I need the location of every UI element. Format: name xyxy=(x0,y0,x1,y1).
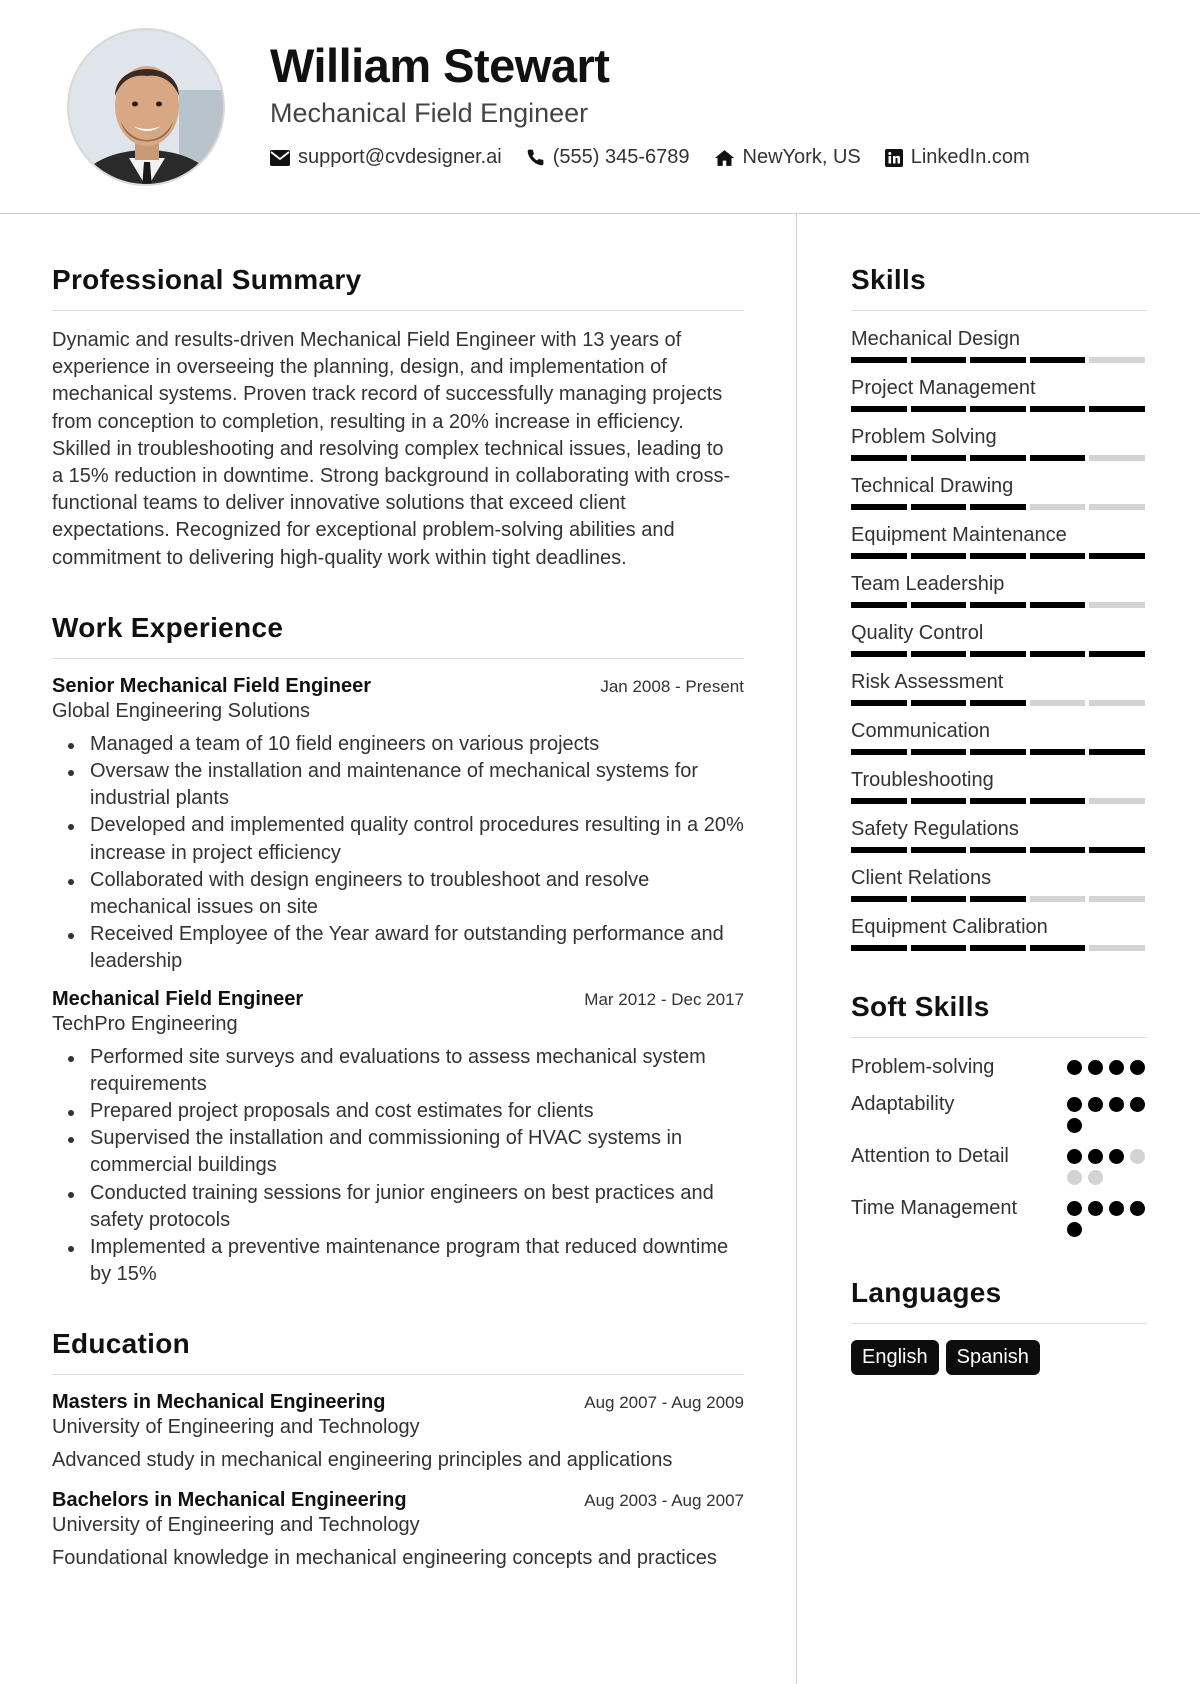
skill-level-bar xyxy=(851,945,1147,951)
soft-skill-name: Adaptability xyxy=(851,1093,955,1115)
soft-skill-item xyxy=(851,1091,1147,1133)
rating-dot xyxy=(1088,1060,1103,1075)
rating-dot xyxy=(1067,1201,1082,1216)
job-bullets xyxy=(52,731,744,976)
skill-name: Communication xyxy=(851,720,990,742)
profile-photo xyxy=(67,28,225,186)
skill-item xyxy=(851,719,1147,755)
skill-level-segment xyxy=(911,896,967,902)
skill-level-bar xyxy=(851,847,1147,853)
skill-level-segment xyxy=(970,455,1026,461)
job-bullet: Prepared project proposals and cost estimates for clients xyxy=(52,1098,744,1125)
skill-level-segment xyxy=(1030,700,1086,706)
education-entry xyxy=(52,1391,744,1474)
rating-dot xyxy=(1088,1201,1103,1216)
skill-level-segment xyxy=(1089,847,1145,853)
rating-dot xyxy=(1130,1097,1145,1112)
job-bullet: Supervised the installation and commissioning of HVAC systems in commercial buildings xyxy=(52,1125,744,1179)
main-column xyxy=(52,264,744,1586)
skill-level-segment xyxy=(851,553,907,559)
skill-level-segment xyxy=(911,357,967,363)
skill-level-segment xyxy=(851,847,907,853)
skill-level-segment xyxy=(1030,847,1086,853)
skill-level-segment xyxy=(1030,651,1086,657)
soft-skills-list xyxy=(851,1054,1147,1237)
soft-skill-rating xyxy=(1067,1195,1147,1237)
job-bullet: Conducted training sessions for junior engineers on best practices and safety protocols xyxy=(52,1180,744,1234)
language-tag: English xyxy=(851,1340,939,1375)
skill-level-segment xyxy=(1030,357,1086,363)
skill-item xyxy=(851,327,1147,363)
job-entry xyxy=(52,988,744,1289)
skill-level-segment xyxy=(1089,357,1145,363)
skill-name: Troubleshooting xyxy=(851,769,994,791)
skill-level-segment xyxy=(970,700,1026,706)
skill-level-segment xyxy=(911,602,967,608)
contact-email-text: support@cvdesigner.ai xyxy=(298,146,502,168)
skill-level-segment xyxy=(1089,896,1145,902)
skill-level-segment xyxy=(851,749,907,755)
skill-level-segment xyxy=(1089,651,1145,657)
skills-list xyxy=(851,327,1147,951)
skill-level-segment xyxy=(851,357,907,363)
phone-icon xyxy=(526,148,545,167)
soft-skill-rating xyxy=(1067,1143,1147,1185)
school-name: University of Engineering and Technology xyxy=(52,1416,420,1439)
skill-level-segment xyxy=(851,455,907,461)
skill-name: Problem Solving xyxy=(851,426,997,448)
contact-phone[interactable] xyxy=(526,146,690,169)
contact-bar xyxy=(270,146,1054,169)
skill-item xyxy=(851,474,1147,510)
skill-level-segment xyxy=(851,700,907,706)
home-icon xyxy=(714,149,735,167)
skill-level-segment xyxy=(1089,455,1145,461)
skill-level-segment xyxy=(1089,798,1145,804)
rating-dot xyxy=(1088,1149,1103,1164)
rating-dot xyxy=(1067,1060,1082,1075)
sidebar-column xyxy=(851,264,1147,1375)
skill-level-segment xyxy=(1089,700,1145,706)
skill-level-segment xyxy=(1089,749,1145,755)
skill-name: Technical Drawing xyxy=(851,475,1014,497)
rating-dot xyxy=(1109,1149,1124,1164)
skill-name: Risk Assessment xyxy=(851,671,1004,693)
rating-dot xyxy=(1088,1097,1103,1112)
job-entry xyxy=(52,675,744,976)
rating-dot xyxy=(1130,1060,1145,1075)
skill-level-bar xyxy=(851,455,1147,461)
skill-item xyxy=(851,768,1147,804)
candidate-role: Mechanical Field Engineer xyxy=(270,98,589,128)
skill-level-segment xyxy=(1089,406,1145,412)
skill-level-segment xyxy=(970,357,1026,363)
contact-linkedin[interactable] xyxy=(885,146,1030,169)
job-bullet: Developed and implemented quality control procedures resulting in a 20% increase in project efficiency xyxy=(52,812,744,866)
skill-item xyxy=(851,523,1147,559)
summary-heading: Professional Summary xyxy=(52,264,744,311)
languages-list xyxy=(851,1340,1147,1375)
skill-item xyxy=(851,621,1147,657)
skill-level-segment xyxy=(911,945,967,951)
linkedin-icon xyxy=(885,149,903,167)
rating-dot xyxy=(1130,1149,1145,1164)
skill-level-bar xyxy=(851,553,1147,559)
languages-heading: Languages xyxy=(851,1277,1147,1324)
skill-level-segment xyxy=(851,602,907,608)
contact-linkedin-text: LinkedIn.com xyxy=(910,146,1030,168)
job-bullets xyxy=(52,1044,744,1289)
skill-level-segment xyxy=(1030,896,1086,902)
skill-level-bar xyxy=(851,504,1147,510)
skill-level-segment xyxy=(1030,406,1086,412)
skill-level-segment xyxy=(1089,504,1145,510)
skill-level-segment xyxy=(970,945,1026,951)
skill-level-segment xyxy=(851,896,907,902)
skill-level-segment xyxy=(911,847,967,853)
summary-text: Dynamic and results-driven Mechanical Field Engineer with 13 years of experience in overseeing the planning, design, and implementation of mechanical systems. Proven track record of successfully managing projects from conception to completion, resulting in a 20% increase in efficiency. Skilled in troubleshooting and resolving complex technical issues, leading to a 15% reduction in downtime. Strong background in collaborating with cross-functional teams to deliver innovative solutions that exceed client expectations. Recognized for exceptional problem-solving abilities and commitment to delivering high-quality work within tight deadlines. xyxy=(52,329,731,569)
skill-name: Client Relations xyxy=(851,867,992,889)
skill-level-segment xyxy=(970,896,1026,902)
job-company: TechPro Engineering xyxy=(52,1012,238,1035)
skill-level-segment xyxy=(1030,602,1086,608)
skill-level-segment xyxy=(911,455,967,461)
soft-skill-rating xyxy=(1067,1091,1147,1133)
soft-skill-rating xyxy=(1067,1054,1147,1081)
job-bullet: Performed site surveys and evaluations to assess mechanical system requirements xyxy=(52,1044,744,1098)
skill-level-segment xyxy=(851,945,907,951)
education-description: Foundational knowledge in mechanical engineering concepts and practices xyxy=(52,1546,717,1569)
rating-dot xyxy=(1130,1201,1145,1216)
contact-phone-text: (555) 345-6789 xyxy=(552,146,690,168)
education-heading: Education xyxy=(52,1328,744,1375)
skill-level-segment xyxy=(970,406,1026,412)
job-title: Senior Mechanical Field Engineer xyxy=(52,674,371,697)
education-entry xyxy=(52,1489,744,1572)
skill-level-segment xyxy=(1030,945,1086,951)
skill-level-segment xyxy=(1030,504,1086,510)
skill-level-segment xyxy=(970,602,1026,608)
skill-item xyxy=(851,425,1147,461)
envelope-icon xyxy=(270,150,290,166)
skill-level-segment xyxy=(1089,602,1145,608)
skill-item xyxy=(851,817,1147,853)
degree-title: Bachelors in Mechanical Engineering xyxy=(52,1488,407,1511)
skill-level-segment xyxy=(851,406,907,412)
skill-level-segment xyxy=(970,651,1026,657)
contact-email[interactable] xyxy=(270,146,502,169)
skill-level-bar xyxy=(851,700,1147,706)
column-divider xyxy=(796,214,797,1684)
soft-skill-item xyxy=(851,1195,1147,1237)
skill-level-segment xyxy=(970,504,1026,510)
skill-level-segment xyxy=(1030,749,1086,755)
experience-heading: Work Experience xyxy=(52,612,744,659)
skill-level-segment xyxy=(970,553,1026,559)
skill-level-bar xyxy=(851,749,1147,755)
job-date: Mar 2012 - Dec 2017 xyxy=(584,989,744,1009)
skill-level-segment xyxy=(911,553,967,559)
skill-level-bar xyxy=(851,798,1147,804)
skill-level-bar xyxy=(851,406,1147,412)
education-date: Aug 2003 - Aug 2007 xyxy=(584,1490,744,1510)
skill-item xyxy=(851,376,1147,412)
job-bullet: Implemented a preventive maintenance program that reduced downtime by 15% xyxy=(52,1234,744,1288)
rating-dot xyxy=(1067,1149,1082,1164)
soft-skill-item xyxy=(851,1054,1147,1081)
skill-level-bar xyxy=(851,602,1147,608)
contact-location xyxy=(714,146,861,169)
rating-dot xyxy=(1109,1060,1124,1075)
job-bullet: Managed a team of 10 field engineers on various projects xyxy=(52,731,744,758)
rating-dot xyxy=(1067,1097,1082,1112)
rating-dot xyxy=(1109,1201,1124,1216)
job-bullet: Oversaw the installation and maintenance of mechanical systems for industrial plants xyxy=(52,758,744,812)
skill-level-segment xyxy=(911,700,967,706)
job-bullet: Received Employee of the Year award for outstanding performance and leadership xyxy=(52,921,744,975)
rating-dot xyxy=(1109,1097,1124,1112)
soft-skill-item xyxy=(851,1143,1147,1185)
skill-item xyxy=(851,866,1147,902)
skill-level-segment xyxy=(911,504,967,510)
education-description: Advanced study in mechanical engineering principles and applications xyxy=(52,1449,673,1472)
skill-level-segment xyxy=(1030,798,1086,804)
skill-level-segment xyxy=(1089,945,1145,951)
soft-skill-name: Problem-solving xyxy=(851,1056,995,1078)
skill-level-segment xyxy=(851,651,907,657)
skill-level-segment xyxy=(970,798,1026,804)
job-company: Global Engineering Solutions xyxy=(52,699,310,722)
skill-name: Equipment Maintenance xyxy=(851,524,1067,546)
skill-level-segment xyxy=(911,798,967,804)
resume-header xyxy=(0,0,1200,214)
job-date: Jan 2008 - Present xyxy=(600,676,744,696)
skill-level-bar xyxy=(851,651,1147,657)
skill-item xyxy=(851,915,1147,951)
education-date: Aug 2007 - Aug 2009 xyxy=(584,1393,744,1413)
rating-dot xyxy=(1088,1170,1103,1185)
candidate-name: William Stewart xyxy=(270,39,610,92)
skill-level-bar xyxy=(851,357,1147,363)
skill-name: Equipment Calibration xyxy=(851,916,1048,938)
language-tag: Spanish xyxy=(946,1340,1040,1375)
job-bullet: Collaborated with design engineers to troubleshoot and resolve mechanical issues on site xyxy=(52,867,744,921)
job-title: Mechanical Field Engineer xyxy=(52,987,304,1010)
contact-location-text: NewYork, US xyxy=(742,146,861,168)
skill-level-segment xyxy=(851,504,907,510)
soft-skills-heading: Soft Skills xyxy=(851,991,1147,1038)
soft-skill-name: Attention to Detail xyxy=(851,1145,1009,1167)
rating-dot xyxy=(1067,1170,1082,1185)
skill-name: Project Management xyxy=(851,377,1036,399)
skill-level-segment xyxy=(1030,455,1086,461)
degree-title: Masters in Mechanical Engineering xyxy=(52,1391,386,1414)
skill-level-bar xyxy=(851,896,1147,902)
school-name: University of Engineering and Technology xyxy=(52,1513,420,1536)
skill-item xyxy=(851,670,1147,706)
rating-dot xyxy=(1067,1222,1082,1237)
skill-level-segment xyxy=(911,406,967,412)
skill-level-segment xyxy=(970,749,1026,755)
skill-name: Mechanical Design xyxy=(851,328,1020,350)
skill-level-segment xyxy=(970,847,1026,853)
soft-skill-name: Time Management xyxy=(851,1197,1017,1219)
skill-name: Safety Regulations xyxy=(851,818,1019,840)
skill-name: Quality Control xyxy=(851,622,984,644)
skill-level-segment xyxy=(851,798,907,804)
skills-heading: Skills xyxy=(851,264,1147,311)
skill-level-segment xyxy=(1089,553,1145,559)
skill-level-segment xyxy=(911,651,967,657)
avatar-illustration xyxy=(69,30,225,186)
skill-level-segment xyxy=(911,749,967,755)
rating-dot xyxy=(1067,1118,1082,1133)
skill-name: Team Leadership xyxy=(851,573,1005,595)
skill-level-segment xyxy=(1030,553,1086,559)
skill-item xyxy=(851,572,1147,608)
